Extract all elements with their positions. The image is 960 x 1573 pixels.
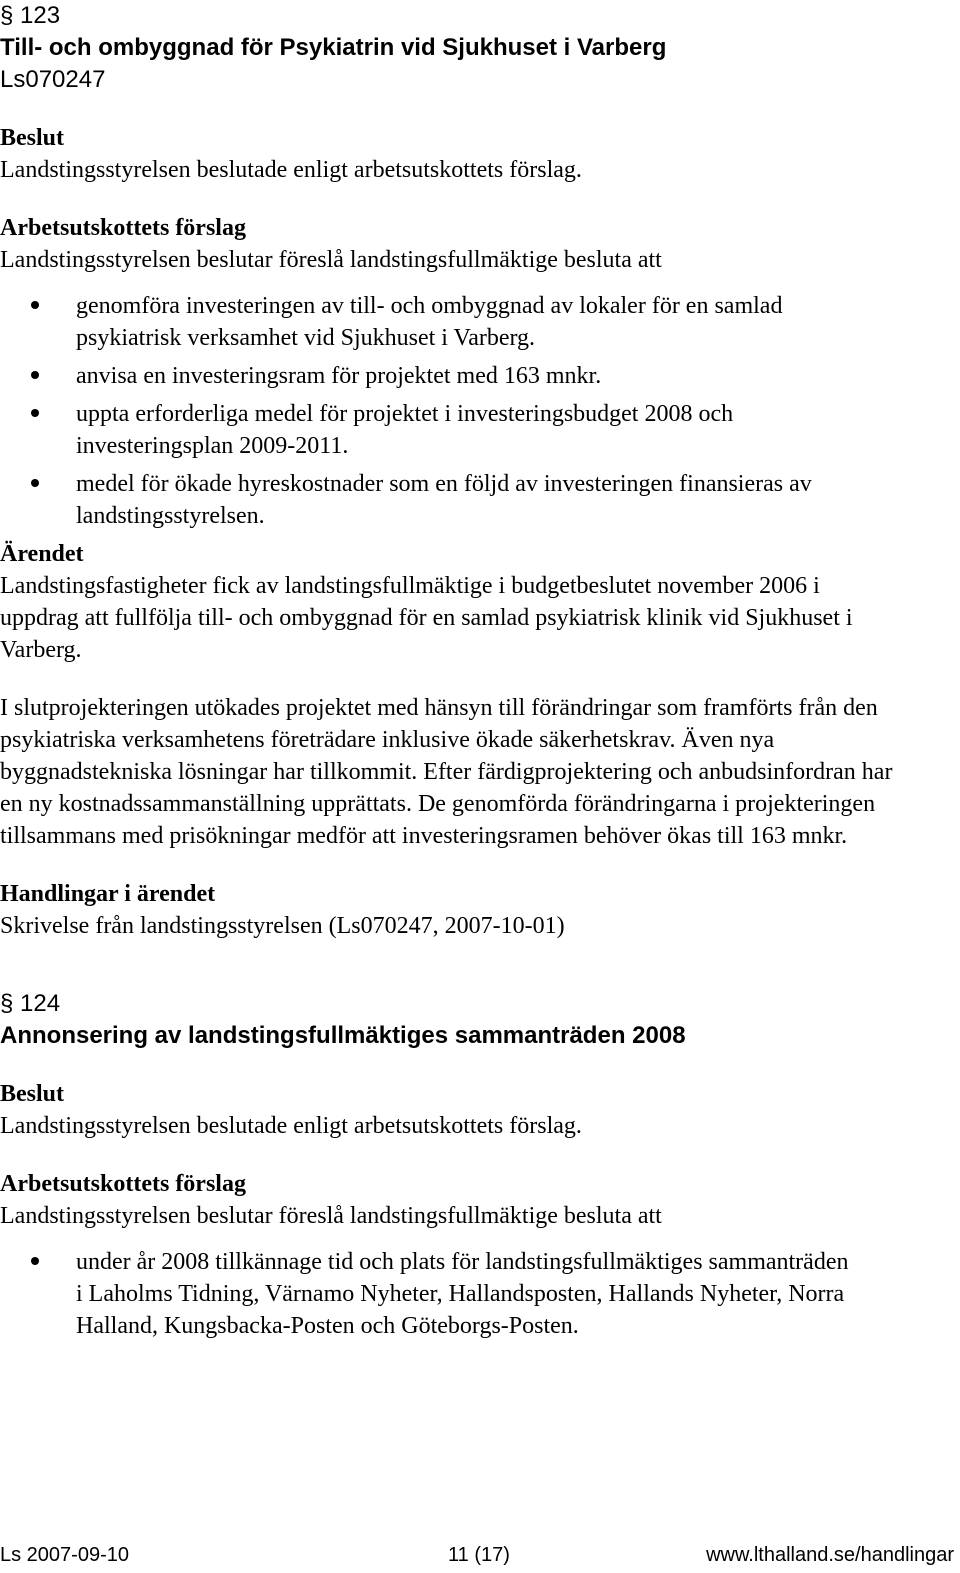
case-reference: Ls070247 bbox=[0, 66, 106, 93]
arendet-paragraph-2: I slutprojekteringen utökades projektet med hänsyn till förändringar som framförts från den psykiatriska verksamhetens företrädare inklusive ökade säkerhetskrav. Även nya byggnadstekniska lösningar har tillkommit. Efter färdigprojektering och anbudsinfordran har en ny kostnadssammanställning upprättats. De genomförda förändringarna i projekteringen tillsammans med prisökningar medför att investeringsramen behöver ökas till 163 mnkr. bbox=[0, 695, 893, 849]
forslag-heading: Arbetsutskottets förslag bbox=[0, 1171, 246, 1197]
footer-page-number: 11 (17) bbox=[448, 1544, 510, 1566]
footer-url: www.lthalland.se/handlingar bbox=[706, 1544, 954, 1566]
list-item: anvisa en investeringsram för projektet med 163 mnkr. bbox=[0, 360, 960, 392]
bullet-icon bbox=[31, 479, 39, 487]
beslut-text: Landstingsstyrelsen beslutade enligt arbetsutskottets förslag. bbox=[0, 157, 582, 183]
forslag-heading: Arbetsutskottets förslag bbox=[0, 215, 246, 241]
beslut-heading: Beslut bbox=[0, 125, 65, 151]
bullet-icon bbox=[31, 371, 39, 379]
forslag-intro: Landstingsstyrelsen beslutar föreslå landstingsfullmäktige besluta att bbox=[0, 1203, 662, 1229]
section-number: § 124 bbox=[0, 990, 61, 1017]
list-item: under år 2008 tillkännage tid och plats för landstingsfullmäktiges sammanträden i Laholms Tidning, Värnamo Nyheter, Hallandsposten, Hallands Nyheter, Norra Halland, Kungsbacka-Posten och Göteborgs-Posten. bbox=[0, 1246, 960, 1342]
arendet-paragraph-1: Landstingsfastigheter fick av landstingsfullmäktige i budgetbeslutet november 2006 i uppdrag att fullfölja till- och ombyggnad för en samlad psykiatrisk klinik vid Sjukhuset i Varberg. bbox=[0, 573, 853, 663]
handlingar-text: Skrivelse från landstingsstyrelsen (Ls070247, 2007-10-01) bbox=[0, 913, 565, 939]
beslut-heading: Beslut bbox=[0, 1081, 65, 1107]
beslut-text: Landstingsstyrelsen beslutade enligt arbetsutskottets förslag. bbox=[0, 1113, 582, 1139]
footer-date: Ls 2007-09-10 bbox=[0, 1544, 129, 1566]
list-item: genomföra investeringen av till- och ombyggnad av lokaler för en samlad psykiatrisk verksamhet vid Sjukhuset i Varberg. bbox=[0, 290, 960, 354]
bullet-icon bbox=[31, 301, 39, 309]
handlingar-heading: Handlingar i ärendet bbox=[0, 881, 216, 907]
bullet-icon bbox=[31, 1257, 39, 1265]
proposal-list bbox=[0, 290, 960, 532]
list-item: uppta erforderliga medel för projektet i investeringsbudget 2008 och investeringsplan 2009-2011. bbox=[0, 398, 960, 462]
list-item: medel för ökade hyreskostnader som en följd av investeringen finansieras av landstingsstyrelsen. bbox=[0, 468, 960, 532]
page-footer bbox=[0, 1541, 960, 1569]
section-title: Annonsering av landstingsfullmäktiges sammanträden 2008 bbox=[0, 1022, 686, 1049]
bullet-icon bbox=[31, 409, 39, 417]
section-number: § 123 bbox=[0, 2, 61, 29]
forslag-intro: Landstingsstyrelsen beslutar föreslå landstingsfullmäktige besluta att bbox=[0, 247, 662, 273]
section-124 bbox=[0, 988, 960, 1342]
proposal-list bbox=[0, 1246, 960, 1342]
section-title: Till- och ombyggnad för Psykiatrin vid Sjukhuset i Varberg bbox=[0, 34, 667, 61]
arendet-heading: Ärendet bbox=[0, 541, 84, 567]
